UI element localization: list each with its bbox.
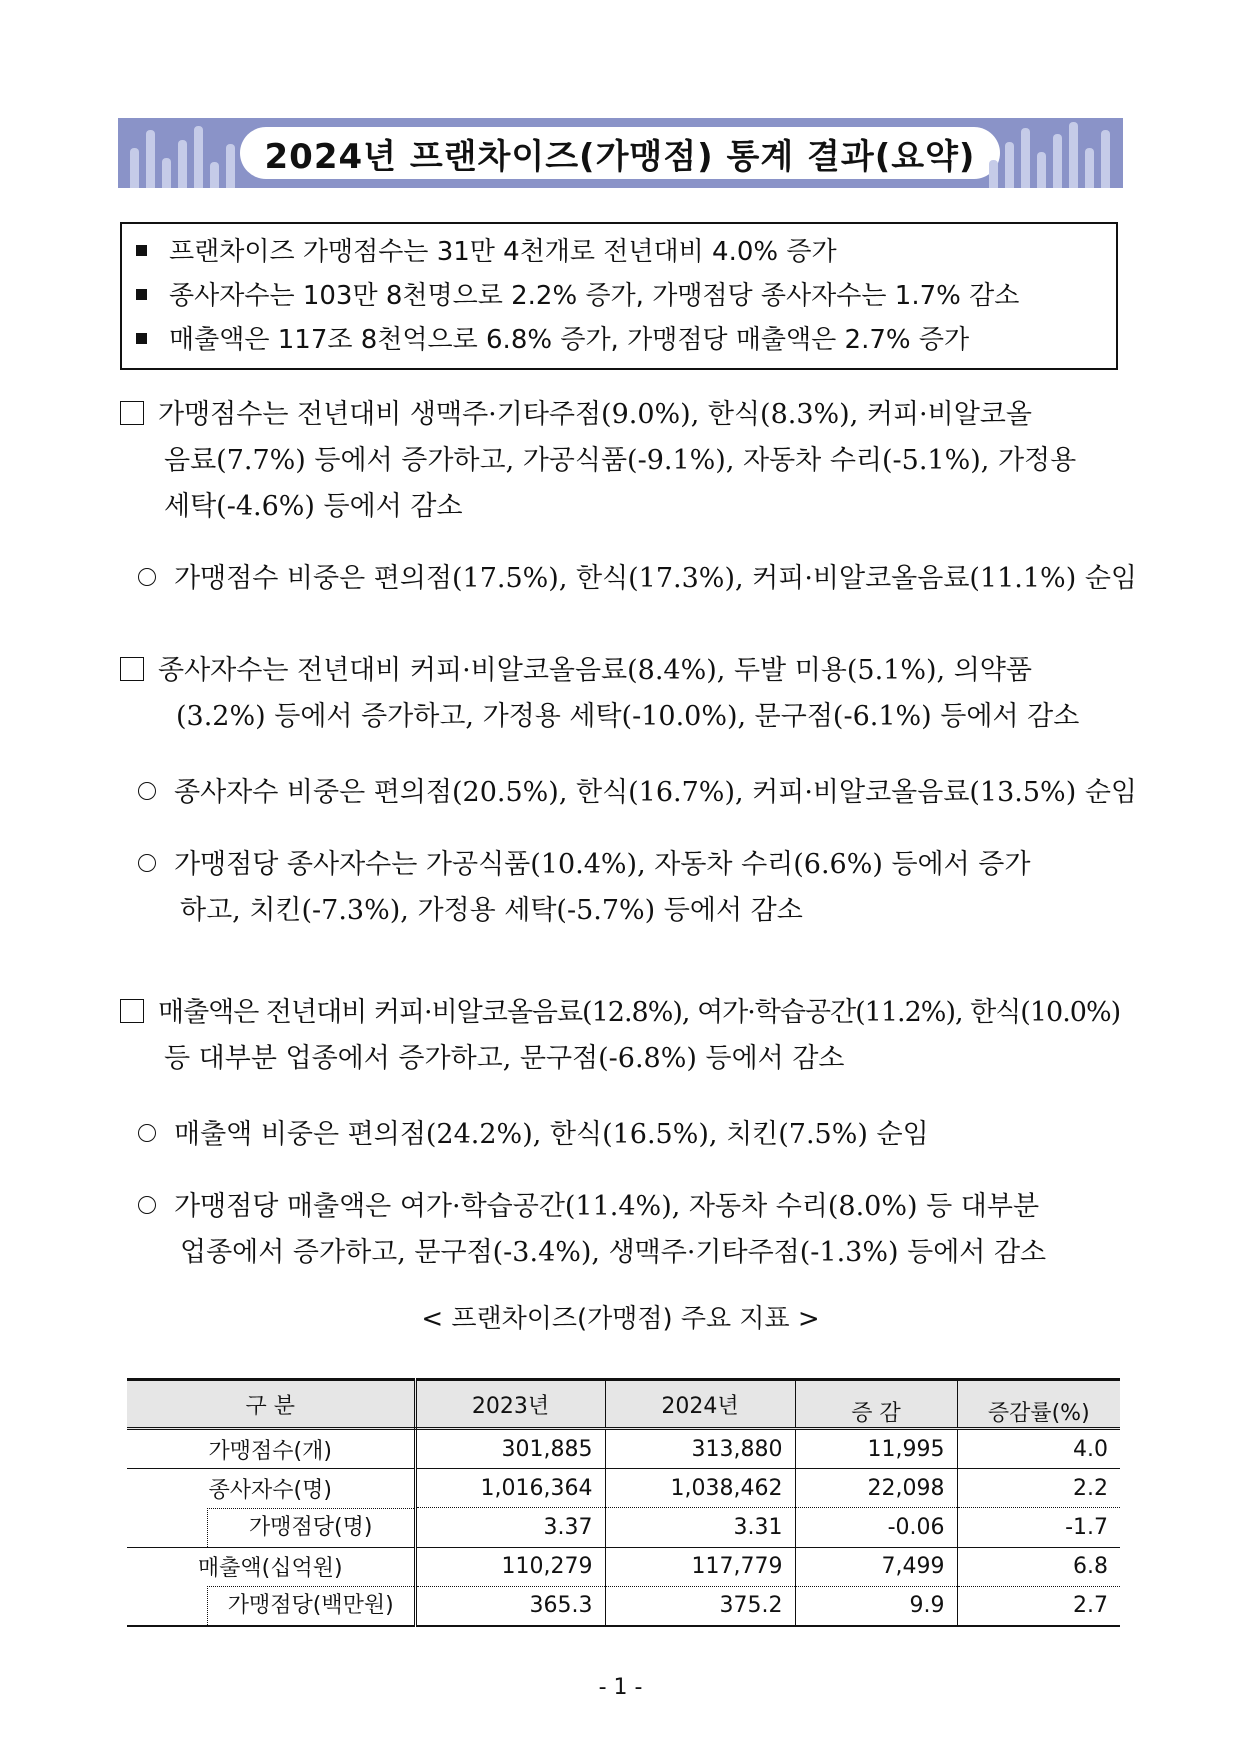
header-rate: 증감률(%) <box>957 1380 1120 1429</box>
table-row: 가맹점수(개) 301,885 313,880 11,995 4.0 <box>127 1429 1120 1469</box>
header-2024: 2024년 <box>605 1380 795 1429</box>
summary-box <box>120 222 1118 370</box>
bullet-circle-icon <box>138 1196 156 1214</box>
checkbox-square-icon <box>120 401 144 425</box>
section-1-main: 가맹점수는 전년대비 생맥주·기타주점(9.0%), 한식(8.3%), 커피·비알코올 음료(7.7%) 등에서 증가하고, 가공식품(-9.1%), 자동차 수리(-5.1%), 가정용 세탁(-4.6%) 등에서 감소 <box>120 392 1120 530</box>
checkbox-square-icon <box>120 657 144 681</box>
bullet-square-icon <box>136 289 147 300</box>
document-title: 2024년 프랜차이즈(가맹점) 통계 결과(요약) <box>240 127 1000 179</box>
page-number: - 1 - <box>598 1675 643 1700</box>
indicators-table <box>127 1378 1120 1627</box>
header-2023: 2023년 <box>415 1380 605 1429</box>
section-3-sub-2: 가맹점당 매출액은 여가·학습공간(11.4%), 자동차 수리(8.0%) 등 대부분 업종에서 증가하고, 문구점(-3.4%), 생맥주·기타주점(-1.3%) 등에서 감소 <box>138 1184 1128 1276</box>
summary-item: 종사자수는 103만 8천명으로 2.2% 증가, 가맹점당 종사자수는 1.7% 감소 <box>136 274 1116 318</box>
bullet-circle-icon <box>138 782 156 800</box>
header-change: 증 감 <box>795 1380 957 1429</box>
table-row: 종사자수(명) 1,016,364 1,038,462 22,098 2.2 <box>127 1469 1120 1508</box>
table-row: 가맹점당(명) 3.37 3.31 -0.06 -1.7 <box>127 1508 1120 1548</box>
section-1-sub: 가맹점수 비중은 편의점(17.5%), 한식(17.3%), 커피·비알코올음료(11.1%) 순임 <box>138 556 1128 602</box>
bullet-square-icon <box>136 333 147 344</box>
header-category: 구 분 <box>127 1380 415 1429</box>
section-3-sub-1: 매출액 비중은 편의점(24.2%), 한식(16.5%), 치킨(7.5%) 순임 <box>138 1112 1128 1158</box>
bullet-circle-icon <box>138 568 156 586</box>
title-banner <box>118 118 1123 188</box>
section-2-sub-1: 종사자수 비중은 편의점(20.5%), 한식(16.7%), 커피·비알코올음료(13.5%) 순임 <box>138 770 1128 816</box>
section-2-sub-2: 가맹점당 종사자수는 가공식품(10.4%), 자동차 수리(6.6%) 등에서 증가 하고, 치킨(-7.3%), 가정용 세탁(-5.7%) 등에서 감소 <box>138 842 1128 934</box>
table-caption: < 프랜차이즈(가맹점) 주요 지표 > <box>421 1304 820 1334</box>
table-row: 매출액(십억원) 110,279 117,779 7,499 6.8 <box>127 1547 1120 1586</box>
banner-decoration-right <box>979 118 1119 188</box>
section-2-main: 종사자수는 전년대비 커피·비알코올음료(8.4%), 두발 미용(5.1%), 의약품 (3.2%) 등에서 증가하고, 가정용 세탁(-10.0%), 문구점(-6.1%) 등에서 감소 <box>120 648 1120 740</box>
table-row: 가맹점당(백만원) 365.3 375.2 9.9 2.7 <box>127 1586 1120 1626</box>
summary-item: 매출액은 117조 8천억으로 6.8% 증가, 가맹점당 매출액은 2.7% 증가 <box>136 318 1116 362</box>
bullet-circle-icon <box>138 1124 156 1142</box>
bullet-circle-icon <box>138 854 156 872</box>
summary-item: 프랜차이즈 가맹점수는 31만 4천개로 전년대비 4.0% 증가 <box>136 230 1116 274</box>
checkbox-square-icon <box>120 999 144 1023</box>
bullet-square-icon <box>136 245 147 256</box>
section-3-main: 매출액은 전년대비 커피·비알코올음료(12.8%), 여가·학습공간(11.2%), 한식(10.0%) 등 대부분 업종에서 증가하고, 문구점(-6.8%) 등에서 감소 <box>120 990 1120 1082</box>
